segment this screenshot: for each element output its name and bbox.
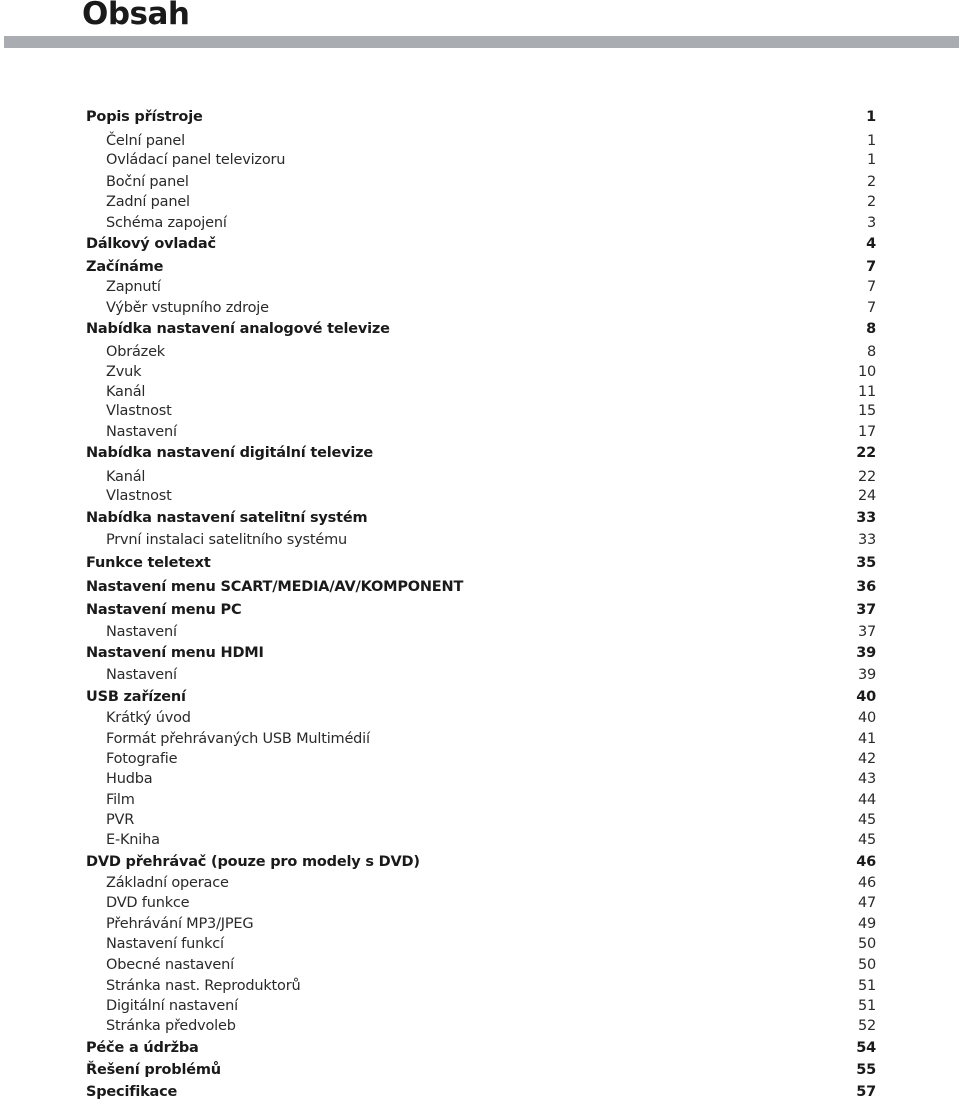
toc-subsection[interactable] xyxy=(86,277,876,297)
toc-label: Digitální nastavení xyxy=(106,998,238,1014)
toc-page-number: 39 xyxy=(857,667,876,683)
toc-section[interactable] xyxy=(86,508,876,528)
toc-label: Řešení problémů xyxy=(86,1062,221,1078)
toc-section[interactable] xyxy=(86,577,876,597)
toc-page-number: 47 xyxy=(857,895,876,911)
toc-label: Dálkový ovladač xyxy=(86,236,216,252)
toc-label: Schéma zapojení xyxy=(106,215,227,231)
toc-subsection[interactable] xyxy=(86,665,876,685)
toc-section[interactable] xyxy=(86,852,876,872)
toc-label: Nastavení xyxy=(106,667,177,683)
toc-subsection[interactable] xyxy=(86,1016,876,1036)
toc-page-number: 2 xyxy=(866,174,876,190)
toc-label: Nabídka nastavení satelitní systém xyxy=(86,510,368,526)
toc-label: Výběr vstupního zdroje xyxy=(106,300,269,316)
toc-page-number: 10 xyxy=(857,364,876,380)
toc-label: Základní operace xyxy=(106,875,229,891)
toc-page-number: 8 xyxy=(866,344,876,360)
toc-label: Funkce teletext xyxy=(86,555,211,571)
toc-label: Film xyxy=(106,792,135,808)
toc-page-number: 44 xyxy=(857,792,876,808)
toc-section[interactable] xyxy=(86,319,876,339)
toc-section[interactable] xyxy=(86,1038,876,1058)
toc-subsection[interactable] xyxy=(86,873,876,893)
toc-subsection[interactable] xyxy=(86,298,876,318)
toc-subsection[interactable] xyxy=(86,810,876,830)
toc-subsection[interactable] xyxy=(86,996,876,1016)
toc-label: Zapnutí xyxy=(106,279,161,295)
toc-section[interactable] xyxy=(86,643,876,663)
toc-page-number: 50 xyxy=(857,957,876,973)
toc-page-number: 49 xyxy=(857,916,876,932)
toc-page-number: 39 xyxy=(856,645,876,661)
toc-label: Nastavení menu PC xyxy=(86,602,242,618)
toc-section[interactable] xyxy=(86,107,876,127)
toc-subsection[interactable] xyxy=(86,530,876,550)
toc-page-number: 24 xyxy=(857,488,876,504)
toc-label: Krátký úvod xyxy=(106,710,191,726)
toc-label: Nabídka nastavení analogové televize xyxy=(86,321,390,337)
toc-label: Obecné nastavení xyxy=(106,957,234,973)
toc-page-number: 17 xyxy=(857,424,876,440)
toc-page-number: 57 xyxy=(856,1084,876,1100)
toc-page-number: 1 xyxy=(866,109,876,125)
toc-subsection[interactable] xyxy=(86,213,876,233)
toc-label: Zvuk xyxy=(106,364,142,380)
toc-page-number: 46 xyxy=(857,875,876,891)
toc-section[interactable] xyxy=(86,687,876,707)
toc-subsection[interactable] xyxy=(86,790,876,810)
toc-page-number: 4 xyxy=(866,236,876,252)
toc-label: Začínáme xyxy=(86,259,164,275)
toc-label: Ovládací panel televizoru xyxy=(106,152,286,168)
toc-subsection[interactable] xyxy=(86,729,876,749)
toc-label: Nastavení menu HDMI xyxy=(86,645,264,661)
toc-label: Nastavení xyxy=(106,424,177,440)
toc-page-number: 22 xyxy=(857,469,876,485)
toc-page-number: 43 xyxy=(857,771,876,787)
toc-page-number: 1 xyxy=(866,133,876,149)
table-of-contents xyxy=(86,0,876,1105)
toc-page-number: 7 xyxy=(866,259,876,275)
toc-label: Stránka předvoleb xyxy=(106,1018,236,1034)
toc-page-number: 7 xyxy=(866,300,876,316)
toc-page-number: 2 xyxy=(866,194,876,210)
toc-subsection[interactable] xyxy=(86,749,876,769)
toc-label: První instalaci satelitního systému xyxy=(106,532,348,548)
toc-section[interactable] xyxy=(86,553,876,573)
toc-label: Fotografie xyxy=(106,751,178,767)
toc-label: PVR xyxy=(106,812,135,828)
toc-subsection[interactable] xyxy=(86,976,876,996)
toc-page-number: 22 xyxy=(856,445,876,461)
toc-label: Kanál xyxy=(106,469,146,485)
toc-page-number: 37 xyxy=(856,602,876,618)
toc-label: Vlastnost xyxy=(106,403,172,419)
toc-page-number: 55 xyxy=(856,1062,876,1078)
toc-page-number: 50 xyxy=(857,936,876,952)
toc-page-number: 11 xyxy=(857,384,876,400)
toc-subsection[interactable] xyxy=(86,622,876,642)
toc-page-number: 8 xyxy=(866,321,876,337)
toc-label: Nastavení funkcí xyxy=(106,936,224,952)
toc-label: Popis přístroje xyxy=(86,109,203,125)
page-title: Obsah xyxy=(82,0,190,32)
toc-subsection[interactable] xyxy=(86,422,876,442)
toc-page-number: 33 xyxy=(856,510,876,526)
toc-subsection[interactable] xyxy=(86,955,876,975)
toc-section[interactable] xyxy=(86,443,876,463)
toc-subsection[interactable] xyxy=(86,486,876,506)
toc-page-number: 41 xyxy=(857,731,876,747)
toc-page-number: 46 xyxy=(856,854,876,870)
toc-section[interactable] xyxy=(86,1082,876,1102)
toc-section[interactable] xyxy=(86,257,876,277)
toc-page-number: 33 xyxy=(857,532,876,548)
toc-label: Nabídka nastavení digitální televize xyxy=(86,445,373,461)
toc-page-number: 1 xyxy=(866,152,876,168)
toc-page-number: 7 xyxy=(866,279,876,295)
toc-page-number: 52 xyxy=(857,1018,876,1034)
toc-subsection[interactable] xyxy=(86,893,876,913)
toc-label: Nastavení xyxy=(106,624,177,640)
toc-label: Nastavení menu SCART/MEDIA/AV/KOMPONENT xyxy=(86,579,464,595)
toc-subsection[interactable] xyxy=(86,382,876,402)
toc-label: Obrázek xyxy=(106,344,165,360)
toc-label: Čelní panel xyxy=(106,133,185,149)
toc-page-number: 36 xyxy=(856,579,876,595)
toc-subsection[interactable] xyxy=(86,362,876,382)
toc-subsection[interactable] xyxy=(86,150,876,170)
toc-subsection[interactable] xyxy=(86,467,876,487)
toc-label: Zadní panel xyxy=(106,194,190,210)
toc-section[interactable] xyxy=(86,234,876,254)
toc-subsection[interactable] xyxy=(86,401,876,421)
toc-label: DVD funkce xyxy=(106,895,190,911)
toc-section[interactable] xyxy=(86,1060,876,1080)
toc-page-number: 45 xyxy=(857,832,876,848)
toc-subsection[interactable] xyxy=(86,769,876,789)
toc-label: Vlastnost xyxy=(106,488,172,504)
toc-page-number: 54 xyxy=(856,1040,876,1056)
toc-page-number: 51 xyxy=(857,998,876,1014)
toc-subsection[interactable] xyxy=(86,342,876,362)
toc-label: Hudba xyxy=(106,771,153,787)
toc-subsection[interactable] xyxy=(86,934,876,954)
toc-label: E-Kniha xyxy=(106,832,160,848)
toc-label: Boční panel xyxy=(106,174,189,190)
toc-label: Formát přehrávaných USB Multimédií xyxy=(106,731,370,747)
toc-page-number: 51 xyxy=(857,978,876,994)
toc-page-number: 45 xyxy=(857,812,876,828)
toc-label: Specifikace xyxy=(86,1084,178,1100)
toc-page-number: 40 xyxy=(856,689,876,705)
toc-page-number: 37 xyxy=(857,624,876,640)
toc-subsection[interactable] xyxy=(86,192,876,212)
toc-label: Přehrávání MP3/JPEG xyxy=(106,916,254,932)
toc-page-number: 3 xyxy=(866,215,876,231)
toc-subsection[interactable] xyxy=(86,830,876,850)
toc-page-number: 40 xyxy=(857,710,876,726)
toc-subsection[interactable] xyxy=(86,131,876,151)
toc-subsection[interactable] xyxy=(86,172,876,192)
toc-subsection[interactable] xyxy=(86,914,876,934)
toc-page-number: 15 xyxy=(857,403,876,419)
toc-label: DVD přehrávač (pouze pro modely s DVD) xyxy=(86,854,420,870)
toc-subsection[interactable] xyxy=(86,708,876,728)
toc-section[interactable] xyxy=(86,600,876,620)
toc-label: Stránka nast. Reproduktorů xyxy=(106,978,301,994)
toc-label: Kanál xyxy=(106,384,146,400)
toc-page-number: 35 xyxy=(856,555,876,571)
toc-label: USB zařízení xyxy=(86,689,186,705)
toc-page-number: 42 xyxy=(857,751,876,767)
toc-label: Péče a údržba xyxy=(86,1040,199,1056)
